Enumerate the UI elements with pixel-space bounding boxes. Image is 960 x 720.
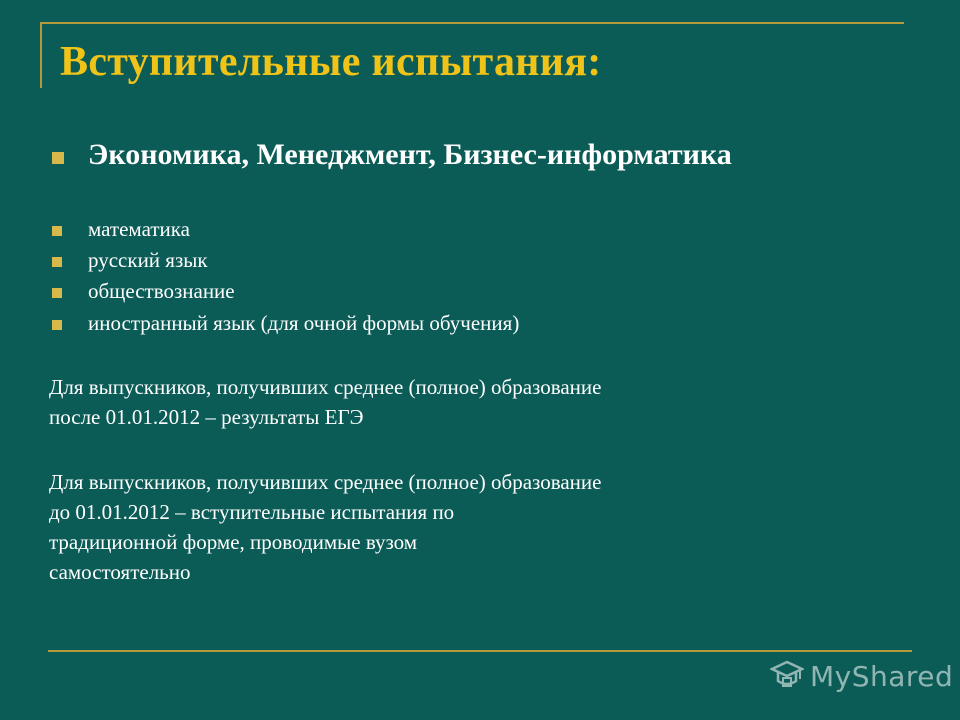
bottom-frame-line — [48, 650, 912, 652]
info-paragraph-1 — [49, 372, 601, 432]
subject-bullet — [52, 257, 62, 267]
paragraph-line: Для выпускников, получивших среднее (полное) образование — [49, 375, 602, 399]
program-heading: Экономика, Менеджмент, Бизнес-информатика — [88, 138, 732, 171]
myshared-watermark — [770, 656, 953, 696]
subject-item: русский язык — [88, 248, 208, 272]
subject-bullet — [52, 226, 62, 236]
subject-item: обществознание — [88, 279, 235, 303]
paragraph-line: Для выпускников, получивших среднее (полное) образование — [49, 470, 602, 494]
subject-item: математика — [88, 217, 190, 241]
paragraph-line: до 01.01.2012 – вступительные испытания по — [49, 500, 455, 524]
paragraph-line: самостоятельно — [49, 560, 191, 584]
subject-bullet — [52, 288, 62, 298]
watermark-text: MyShared — [810, 659, 954, 693]
subject-bullet — [52, 320, 62, 330]
paragraph-line: традиционной форме, проводимые вузом — [49, 530, 418, 554]
subject-item: иностранный язык (для очной формы обучения) — [88, 311, 520, 335]
left-frame-line — [40, 22, 42, 88]
heading-bullet — [52, 152, 64, 164]
info-paragraph-2 — [49, 467, 601, 587]
paragraph-line: после 01.01.2012 – результаты ЕГЭ — [49, 405, 364, 429]
slide-title: Вступительные испытания: — [60, 39, 602, 85]
top-frame-line — [40, 22, 904, 24]
mortarboard-icon — [770, 657, 804, 696]
